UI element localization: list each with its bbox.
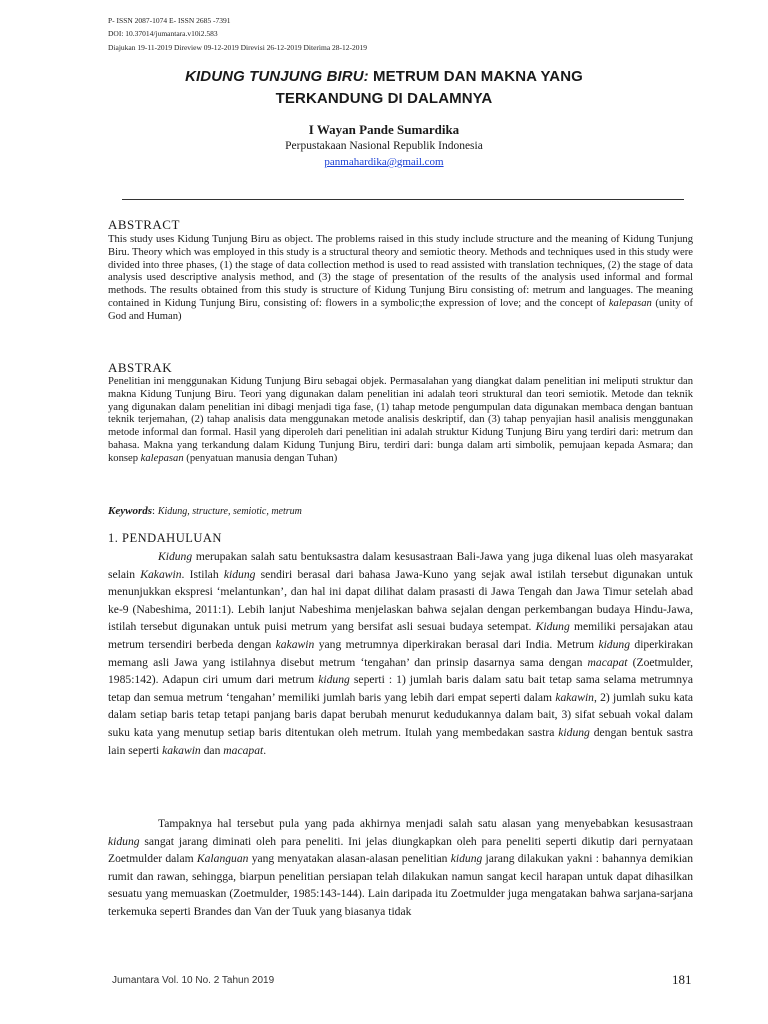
page-number: 181 (672, 972, 692, 987)
author-email-link[interactable]: panmahardika@gmail.com (324, 156, 444, 168)
abstrak-heading: ABSTRAK (108, 360, 173, 375)
body-paragraph-1: Kidung merupakan salah satu bentuksastra dalam kesusastraan Bali-Jawa yang juga dikenal luas oleh masyarakat selain Kakawin. Istilah kidung sendiri berasal dari bahasa Jawa-Kuno yang sejak awal istilah tersebut digunakan untuk menunjukkan ekspresi ‘melantunkan’, dan hal ini dapat dilihat dalam prasasti di Jawa Tengah dan Jawa Timur setelah abad ke-9 (Nabeshima, 2011:1). Lebih lanjut Nabeshima menjelaskan bahwa sejalan dengan perkembangan budaya Hindu-Jawa, istilah tersebut digunakan untuk puisi metrum yang bersifat asli sesuai budaya setempat. Kidung memiliki persajakan atau metrum tersendiri berbeda dengan kakawin yang metrumnya diperkirakan berasal dari India. Metrum kidung diperkirakan memang asli Jawa yang istilahnya disebut metrum ‘tengahan’ dan prinsip dasarnya sama dengan macapat (Zoetmulder, 1985:142). Adapun ciri umum dari metrum kidung seperti : 1) jumlah baris dalam satu bait tetap sama selama metrumnya tetap dan semua metrum ‘tengahan’ memiliki jumlah baris yang lebih dari empat seperti dalam kakawin, 2) jumlah suku kata dalam setiap baris tetap tetapi panjang baris dapat berubah menurut kedudukannya dalam bait, 3) sifat sebuah vokal dalam suku kata yang menutup setiap baris ditentukan oleh metrum. Itulah yang membedakan sastra kidung dengan bentuk sastra lain seperti kakawin dan macapat. (108, 550, 694, 757)
author-name: I Wayan Pande Sumardika (308, 122, 460, 137)
doi-line: DOI: 10.37014/jumantara.v10i2.583 (108, 29, 218, 38)
header-divider (122, 199, 684, 200)
body-paragraph-2: Tampaknya hal tersebut pula yang pada akhirnya menjadi salah satu alasan yang menyebabkan kesusastraan kidung sangat jarang diminati oleh para peneliti. Ini jelas diungkapkan oleh para peneliti seperti dikutip dari pernyataan Zoetmulder dalam Kalanguan yang menyatakan alasan-alasan penelitian kidung jarang dilakukan yakni : bahannya demikian rumit dan rawan, sehingga, biarpun penelitian persiapan telah dilakukan namun sangat kecil harapan untuk dapat dihasilkan sesuatu yang memuaskan (Zoetmulder, 1985:143-144). Lain daripada itu Zoetmulder juga mengatakan bahwa sarjana-sarjana terkemuka seperti Brandes dan Van der Tuuk yang biasanya tidak (108, 817, 693, 918)
title-line2: TERKANDUNG DI DALAMNYA (275, 90, 493, 107)
title-italic: KIDUNG TUNJUNG BIRU: (185, 68, 369, 85)
title-rest: METRUM DAN MAKNA YANG (368, 68, 583, 85)
keywords-label: Keywords (108, 505, 152, 517)
author-affiliation: Perpustakaan Nasional Republik Indonesia (285, 140, 483, 152)
submission-dates: Diajukan 19-11-2019 Direview 09-12-2019 Direvisi 26-12-2019 Diterima 28-12-2019 (108, 43, 368, 52)
section-heading: 1. PENDAHULUAN (108, 531, 222, 545)
issn-line: P- ISSN 2087-1074 E- ISSN 2685 -7391 (108, 16, 231, 25)
abstract-heading: ABSTRACT (108, 217, 180, 232)
paper-title (100, 66, 668, 110)
footer-journal: Jumantara Vol. 10 No. 2 Tahun 2019 (112, 975, 275, 986)
keywords: Keywords: Kidung, structure, semiotic, metrum (108, 505, 302, 517)
abstrak-text: Penelitian ini menggunakan Kidung Tunjung Biru sebagai objek. Permasalahan yang diangkat dalam penelitian ini meliputi struktur dan makna Kidung Tunjung Biru. Teori yang digunakan dalam penelitian ini adalah teori struktural dan teori semiotik. Metode dan teknik yang digunakan dalam penelitian ini dibagi menjadi tiga fase, (1) tahap metode pengumpulan data digunakan membaca dengan bantuan teknik terjemahan, (2) tahap analisis data menggunakan metode analisis deskriptif, dan (3) tahap penyajian hasil analisis menggunakan metode informal dan formal. Hasil yang diperoleh dari penelitian ini adalah struktur Kidung Tunjung Biru yang terdiri dari: metrum dan bahasa. Makna yang terkandung dalam Kidung Tunjung Biru, terdiri dari: bunga dalam arti simbolik, pemujaan kepada Asmara; dan konsep kalepasan (penyatuan manusia dengan Tuhan) (108, 376, 693, 464)
keywords-value: Kidung, structure, semiotic, metrum (157, 506, 302, 517)
abstract-text: This study uses Kidung Tunjung Biru as object. The problems raised in this study include structure and the meaning of Kidung Tunjung Biru. Theory which was employed in this study is a structural theory and semiotic theory. Methods and techniques used in this study were divided into three phases, (1) the stage of data collection method is used to read assisted with translation techniques, (2) the stage of data analysis used descriptive analysis method, and (3) the stage of presentation of the results of the analysis used informal and formal methods. The results obtained from this study is structure of Kidung Tunjung Biru consisting of: metrum and languages. The meaning contained in Kidung Tunjung Biru, consisting of: flowers in a symbolic;the expression of love; and the concept of kalepasan (unity of God and Human) (108, 234, 693, 322)
